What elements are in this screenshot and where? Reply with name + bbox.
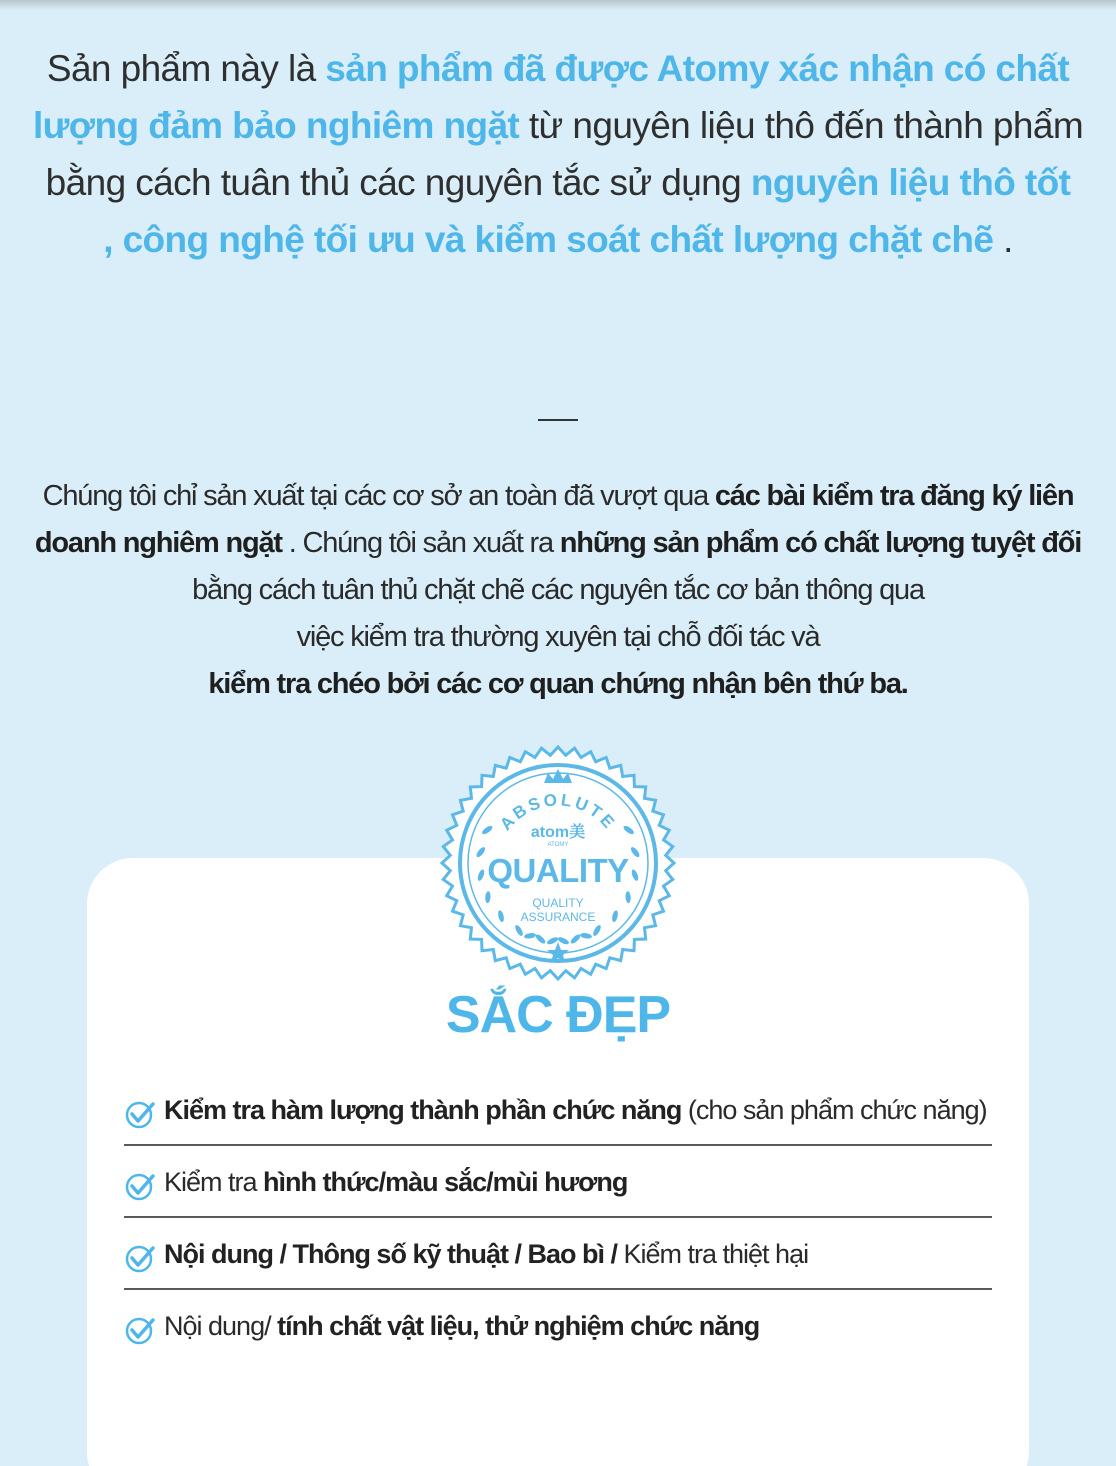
item-bold-text: hình thức/màu sắc/mùi hương bbox=[263, 1167, 628, 1197]
intro-text-3: . bbox=[993, 219, 1013, 260]
check-circle-icon bbox=[124, 1098, 156, 1130]
body-text-2: . Chúng tôi sản xuất ra bbox=[281, 527, 560, 559]
item-bold-text: Nội dung / Thông số kỹ thuật / Bao bì / bbox=[164, 1239, 617, 1269]
item-bold-text: Kiểm tra hàm lượng thành phần chức năng bbox=[164, 1095, 682, 1125]
intro-text-2: từ nguyên liệu thô đến thành phẩm bằng cách tuân thủ các nguyên tắc sử dụng bbox=[45, 105, 1084, 203]
badge-sub-text-2: ASSURANCE bbox=[520, 910, 596, 924]
check-list bbox=[124, 1088, 992, 1346]
list-item bbox=[124, 1088, 992, 1146]
list-item bbox=[124, 1218, 992, 1290]
body-bold-2: những sản phẩm có chất lượng tuyệt đối bbox=[559, 527, 1082, 559]
check-circle-icon bbox=[124, 1170, 156, 1202]
intro-highlight-3: , công nghệ tối ưu và kiểm soát chất lượng chặt chẽ bbox=[103, 219, 994, 260]
body-text-3: bằng cách tuân thủ chặt chẽ các nguyên tắc cơ bản thông qua bbox=[192, 574, 924, 606]
item-bold-text: tính chất vật liệu, thử nghiệm chức năng bbox=[277, 1311, 760, 1341]
intro-paragraph bbox=[16, 40, 1100, 268]
card-title: SẮC ĐẸP bbox=[445, 986, 671, 1044]
badge-brand-sub: ATOMY bbox=[547, 842, 569, 848]
body-bold-3: kiểm tra chéo bởi các cơ quan chứng nhận bên thứ ba. bbox=[208, 668, 908, 700]
badge-arc-text: ABSOLUTE bbox=[496, 790, 620, 834]
check-circle-icon bbox=[124, 1242, 156, 1274]
badge-main-text: QUALITY bbox=[487, 852, 629, 889]
badge-brand-logo: atom美 bbox=[530, 824, 586, 841]
body-text-4: việc kiểm tra thường xuyên tại chỗ đối tác và bbox=[296, 621, 820, 653]
list-item bbox=[124, 1146, 992, 1218]
body-bold-1: các bài kiểm tra đăng ký liên doanh nghiêm ngặt bbox=[34, 480, 1074, 559]
intro-highlight-2: nguyên liệu thô tốt bbox=[750, 162, 1071, 203]
check-circle-icon bbox=[124, 1314, 156, 1346]
item-text: Kiểm tra bbox=[164, 1167, 264, 1197]
intro-highlight-1: sản phẩm đã được Atomy xác nhận có chất lượng đảm bảo nghiêm ngặt bbox=[32, 48, 1070, 146]
item-text: (cho sản phẩm chức năng) bbox=[681, 1095, 987, 1125]
intro-text-1: Sản phẩm này là bbox=[46, 48, 326, 89]
item-text: Kiểm tra thiệt hại bbox=[616, 1239, 809, 1269]
quality-badge-icon bbox=[440, 745, 676, 981]
section-divider bbox=[538, 419, 578, 421]
top-shadow bbox=[0, 0, 1116, 10]
body-text-1: Chúng tôi chỉ sản xuất tại các cơ sở an toàn đã vượt qua bbox=[42, 480, 715, 512]
list-item bbox=[124, 1290, 992, 1346]
item-text: Nội dung/ bbox=[164, 1311, 278, 1341]
badge-sub-text-1: QUALITY bbox=[532, 896, 584, 910]
body-paragraph bbox=[14, 473, 1102, 708]
